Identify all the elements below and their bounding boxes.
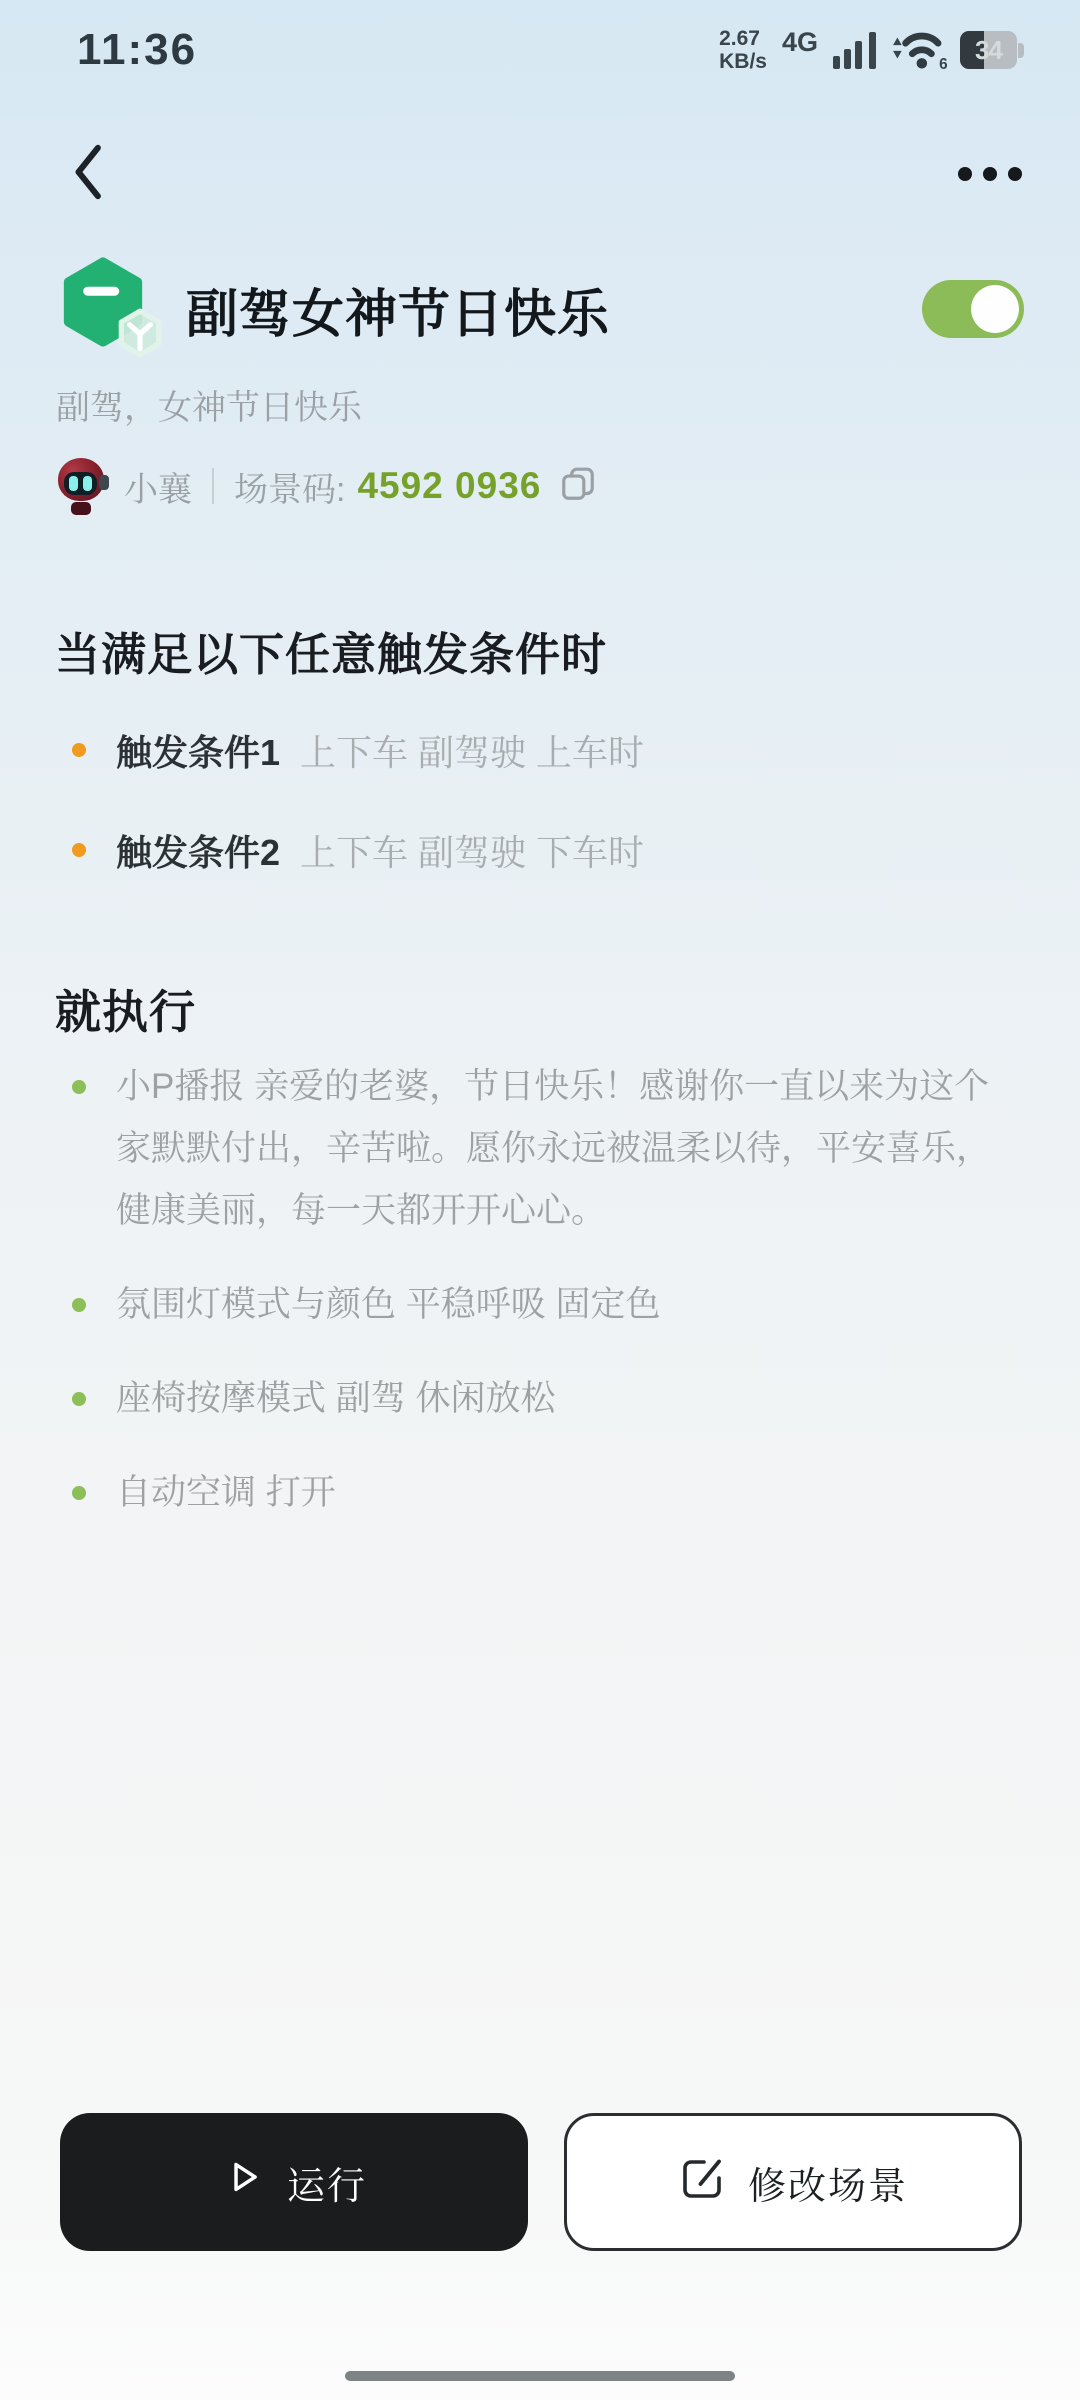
scene-title: 副驾女神节日快乐 [186,285,611,344]
action-row [72,1274,1012,1336]
play-icon [221,2155,265,2209]
edit-compose-icon [678,2153,726,2211]
scene-code-label: 场景码: [234,470,346,509]
dot-icon [1008,167,1022,181]
nav-bar [0,138,1080,210]
action-section-heading: 就执行 [55,986,196,1038]
orange-bullet-icon [72,743,86,757]
wifi-icon [889,25,947,76]
action-list [72,1056,1012,1556]
trigger-row [72,728,1020,772]
scene-subtitle: 副驾，女神节日快乐 [56,389,362,427]
scene-hexagon-icon [58,256,166,362]
action-text: 座椅按摩模式 副驾 休闲放松 [116,1379,556,1418]
action-row [72,1056,1012,1242]
edit-scene-button[interactable] [564,2113,1022,2251]
run-button[interactable] [60,2113,528,2251]
battery-percent: 34 [975,34,1002,65]
dot-icon [958,167,972,181]
trigger-list [72,728,1020,928]
scene-header [58,256,1024,362]
green-bullet-icon [72,1080,86,1094]
battery-icon [960,31,1024,69]
green-bullet-icon [72,1392,86,1406]
action-row [72,1368,1012,1430]
scene-code-value: 4592 0936 [357,465,542,506]
toggle-knob [971,285,1019,333]
trigger-detail: 上下车 副驾驶 下车时 [300,831,645,873]
green-bullet-icon [72,1486,86,1500]
svg-text:6: 6 [939,55,947,71]
trigger-section-heading: 当满足以下任意触发条件时 [55,629,608,680]
status-icons [719,25,1024,76]
copy-scene-code-button[interactable] [559,465,597,508]
status-bar [0,18,1080,82]
network-speed-indicator [719,27,767,73]
footer-actions [60,2113,1022,2251]
home-indicator-bar[interactable] [345,2371,735,2381]
action-row [72,1462,1012,1524]
owner-avatar [56,457,108,515]
network-speed-unit: KB/s [719,50,767,73]
orange-bullet-icon [72,843,86,857]
edit-button-label: 修改场景 [747,2165,908,2208]
dot-icon [983,167,997,181]
signal-bars-icon [833,31,876,69]
trigger-label: 触发条件2 [116,831,281,873]
trigger-row [72,828,1020,872]
action-text: 自动空调 打开 [116,1473,336,1512]
green-bullet-icon [72,1298,86,1312]
divider [212,468,214,504]
scene-owner-row [56,456,597,516]
action-text: 小P播报 亲爱的老婆，节日快乐！感谢你一直以来为这个家默默付出，辛苦啦。愿你永远被温柔以待，平安喜乐，健康美丽，每一天都开开心心。 [116,1067,992,1230]
network-speed-value: 2.67 [719,27,760,50]
action-text: 氛围灯模式与颜色 平稳呼吸 固定色 [116,1285,661,1324]
trigger-label: 触发条件1 [116,731,281,773]
run-button-label: 运行 [286,2165,367,2208]
owner-name: 小襄 [124,470,192,509]
trigger-detail: 上下车 副驾驶 上车时 [300,731,645,773]
more-options-button[interactable] [958,157,1022,191]
scene-enabled-toggle[interactable] [922,280,1024,338]
back-button[interactable] [70,142,118,206]
network-type-label: 4G [781,26,818,57]
copy-icon [559,465,597,508]
back-chevron-icon [70,143,104,206]
clock: 11:36 [77,25,198,74]
